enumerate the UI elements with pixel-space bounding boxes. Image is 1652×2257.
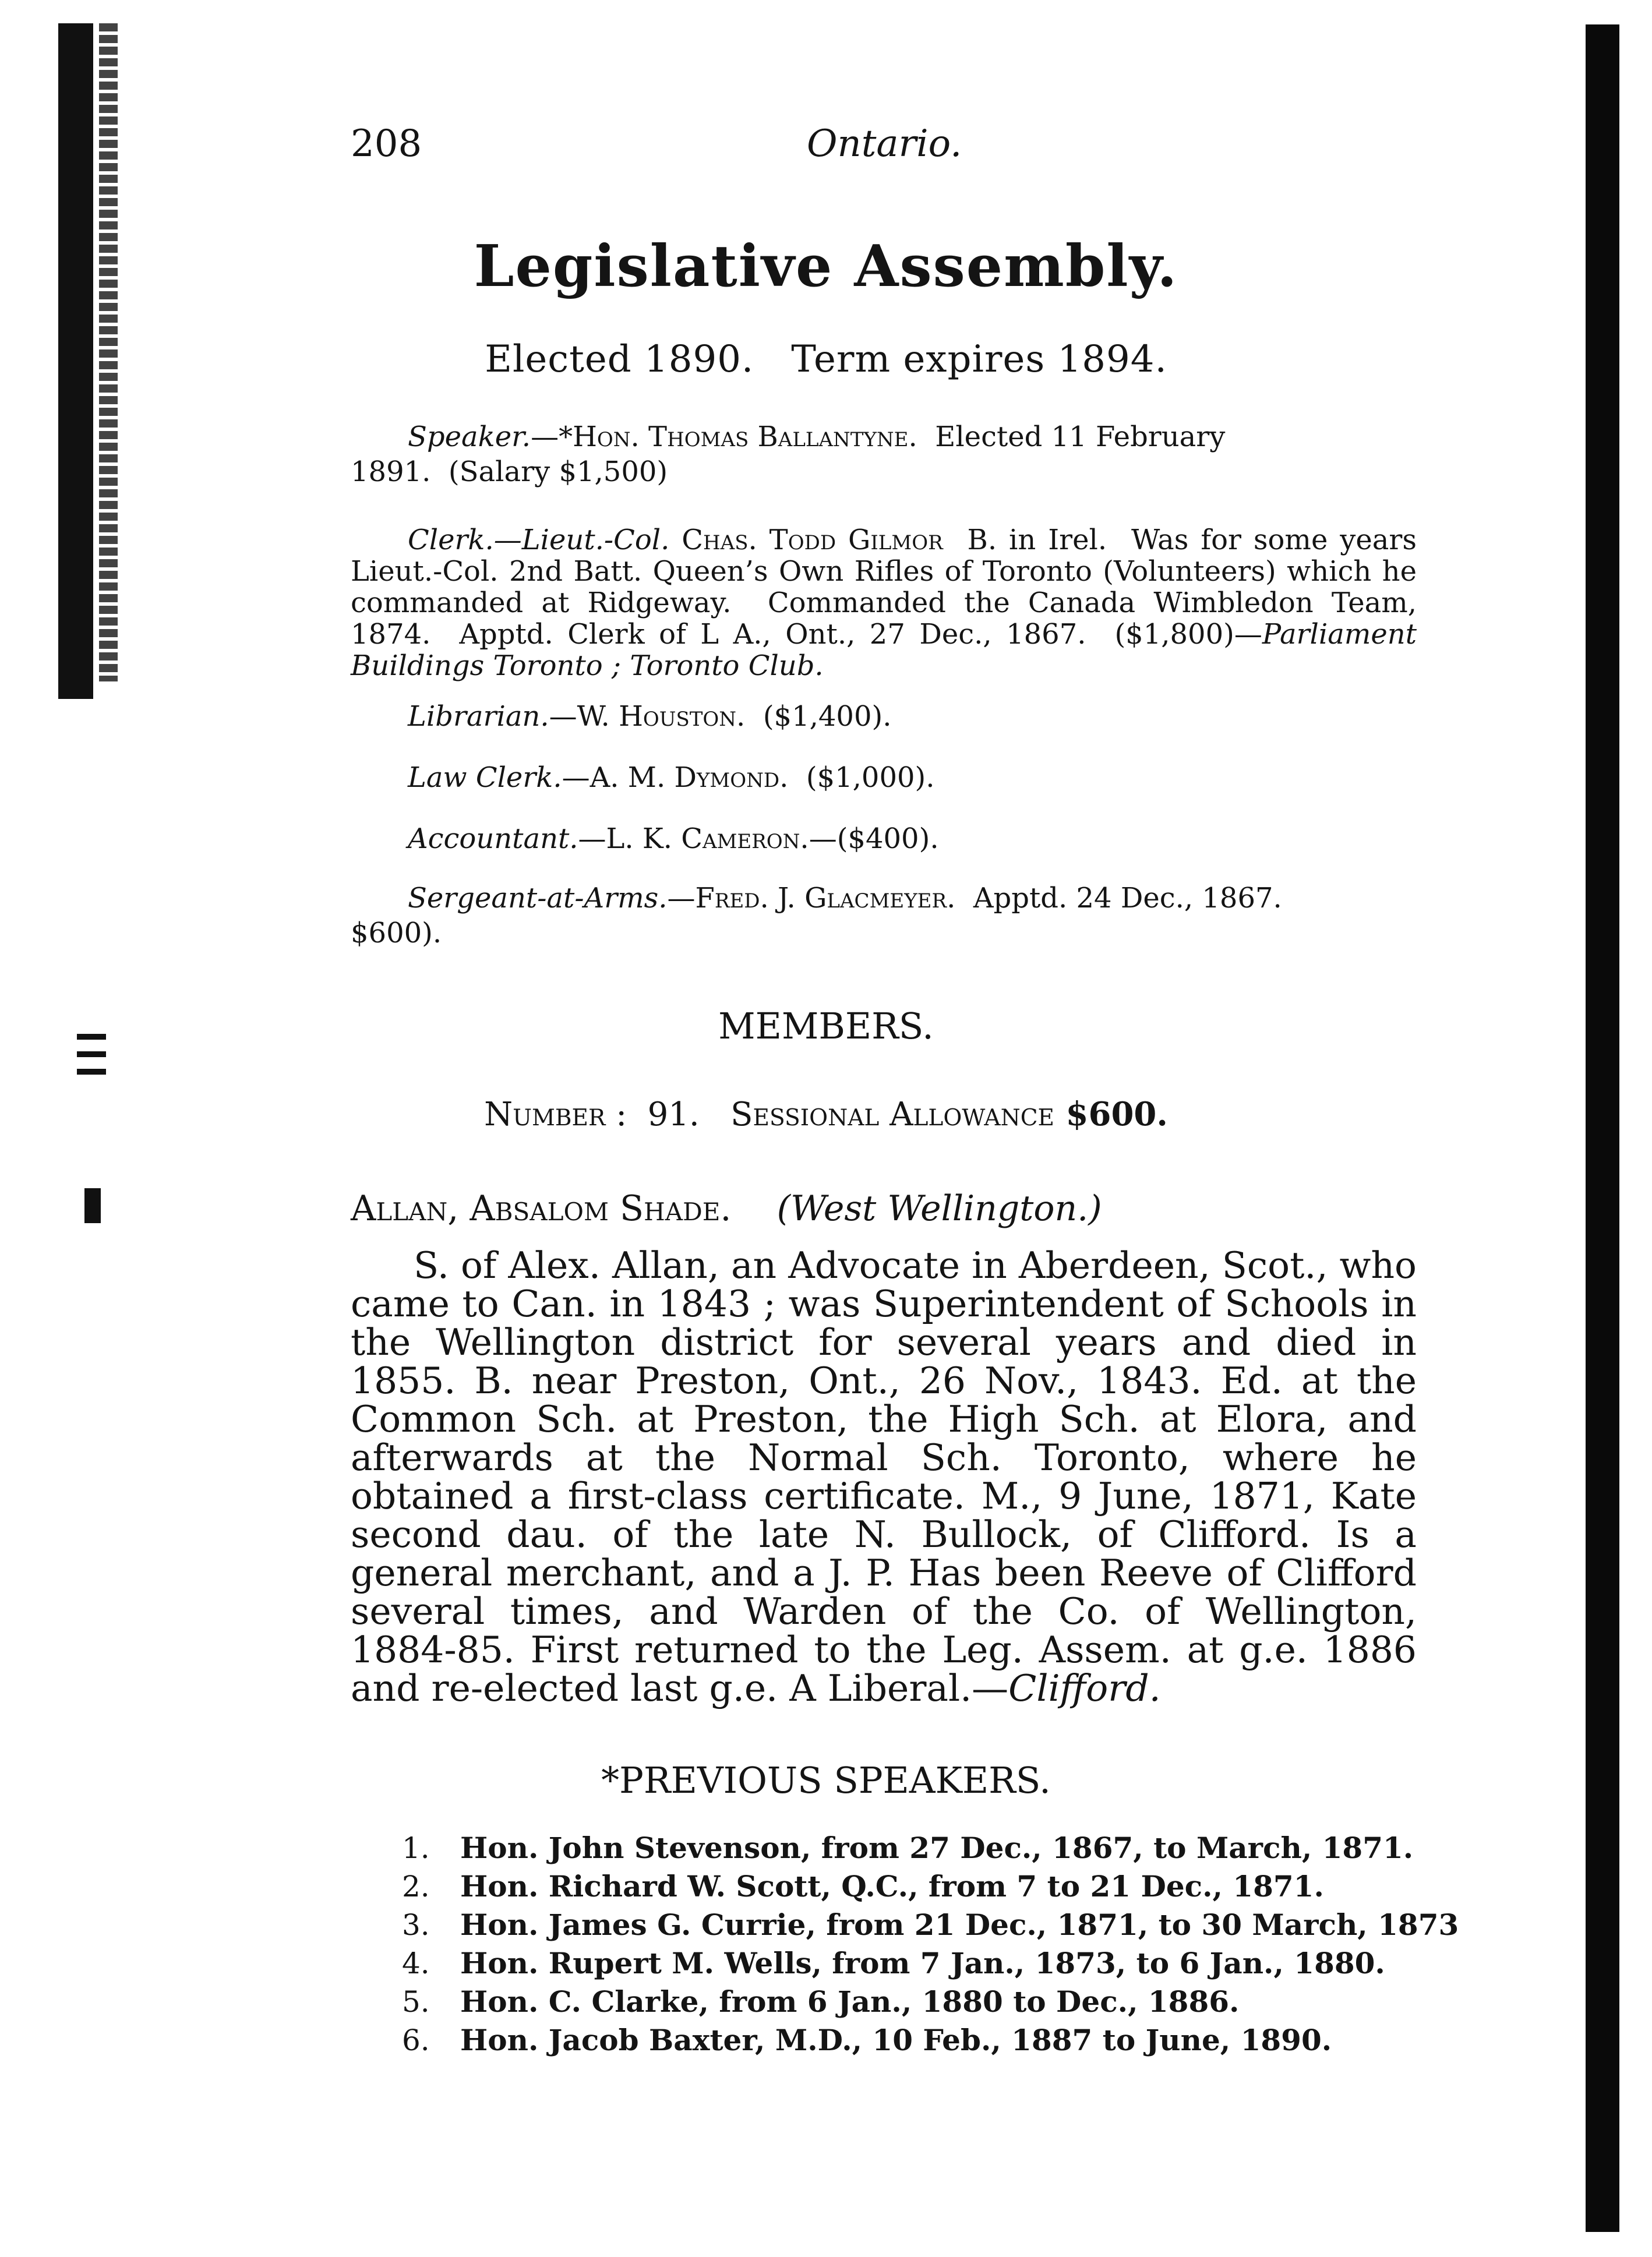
member-bio xyxy=(351,1246,1417,1708)
sergeant-salary xyxy=(351,916,442,951)
list-item-text: Hon. John Stevenson, from 27 Dec., 1867, to March, 1871. xyxy=(460,1831,1414,1865)
list-item-number: 5. xyxy=(402,1985,430,2019)
member-riding: (West Wellington.) xyxy=(776,1188,1102,1229)
member-heading xyxy=(351,1188,1102,1229)
list-item-text: Hon. Jacob Baxter, M.D., 10 Feb., 1887 to June, 1890. xyxy=(460,2023,1332,2057)
clerk-address: Parliament Buildings Toronto ; Toronto Club. xyxy=(351,618,1417,682)
law-clerk-role: Law Clerk. xyxy=(408,761,562,794)
running-title: Ontario. xyxy=(807,122,962,165)
previous-speakers-title: *PREVIOUS SPEAKERS. xyxy=(601,1759,1051,1802)
scan-mark xyxy=(84,1188,101,1223)
number-label: Number : xyxy=(484,1096,627,1133)
list-item xyxy=(402,1867,1450,1906)
clerk-rank: —Lieut.-Col. xyxy=(493,524,670,556)
librarian-name: —W. Houston. xyxy=(549,700,746,733)
member-bio-text: S. of Alex. Allan, an Advocate in Aberdeen, Scot., who came to Can. in 1843 ; was Superintendent of Schools in the Wellington district for several years and died in 1855. B. near Preston, Ont., 26 Nov., 1843. Ed. at the Common Sch. at Preston, the High Sch. at Elora, and afterwards at the Normal Sch. Toronto, where he obtained a first-class certificate. M., 9 June, 1871, Kate second dau. of the late N. Bullock, of Clifford. Is a general merchant, and a J. P. Has been Reeve of Clifford several times, and Warden of the Co. of Wellington, 1884-85. First returned to the Leg. Assem. at g.e. 1886 and re-elected last g.e. A Liberal.— xyxy=(351,1244,1417,1709)
list-item xyxy=(402,1983,1450,2021)
list-item xyxy=(402,1944,1450,1983)
speaker-salary xyxy=(351,454,668,489)
previous-speakers-list xyxy=(402,1829,1459,2060)
scan-mark xyxy=(77,1069,106,1075)
list-item-text: Hon. C. Clarke, from 6 Jan., 1880 to Dec., 1886. xyxy=(460,1984,1240,2019)
clerk-role: Clerk. xyxy=(408,524,494,556)
law-clerk-name: —A. M. Dymond. xyxy=(562,761,789,794)
librarian-salary: ($1,400). xyxy=(745,700,892,733)
speaker-name: —*Hon. Thomas Ballantyne. xyxy=(531,421,917,453)
sergeant-rest: Apptd. 24 Dec., 1867. xyxy=(955,882,1282,914)
clerk-bio: B. in Irel. Was for some years Lieut.-Col. 2nd Batt. Queen’s Own Rifles of Toronto (Volunteers) which he commanded at Ridgeway. Commanded the Canada Wimbledon Team, 1874. Apptd. Clerk of L A., Ont., 27 Dec., 1867. ($1,800)— xyxy=(351,524,1426,651)
law-clerk-line xyxy=(408,760,935,795)
allowance-label: Sessional Allowance xyxy=(730,1096,1055,1133)
speaker-rest: Elected 11 February xyxy=(917,421,1226,453)
list-item-number: 2. xyxy=(402,1870,430,1903)
sergeant-salary-text: $600). xyxy=(351,917,442,949)
librarian-role: Librarian. xyxy=(408,700,549,733)
list-item-number: 3. xyxy=(402,1908,430,1942)
number-value: 91. xyxy=(627,1096,731,1133)
page-number: 208 xyxy=(351,122,422,165)
accountant-name: —L. K. Cameron. xyxy=(578,822,809,855)
allowance-value: $600. xyxy=(1054,1095,1168,1133)
accountant-salary: —($400). xyxy=(809,822,939,855)
member-name: Allan, Absalom Shade. xyxy=(351,1188,732,1229)
list-item-text: Hon. Richard W. Scott, Q.C., from 7 to 21 Dec., 1871. xyxy=(460,1869,1324,1903)
speaker-line xyxy=(408,419,1225,454)
librarian-line xyxy=(408,699,892,734)
member-residence: Clifford. xyxy=(1008,1667,1161,1709)
clerk-entry xyxy=(351,524,1426,682)
speaker-salary-text: 1891. (Salary $1,500) xyxy=(351,455,668,488)
term-text: Elected 1890. Term expires 1894. xyxy=(485,338,1167,381)
term-line xyxy=(0,338,1652,381)
accountant-line xyxy=(408,821,939,856)
section-title: Legislative Assembly. xyxy=(474,233,1178,300)
list-item-text: Hon. James G. Currie, from 21 Dec., 1871, to 30 March, 1873 xyxy=(460,1908,1459,1942)
law-clerk-salary: ($1,000). xyxy=(788,761,935,794)
list-item-number: 6. xyxy=(402,2023,430,2057)
speaker-role: Speaker. xyxy=(408,421,531,453)
list-item xyxy=(402,2021,1450,2060)
sergeant-line xyxy=(408,881,1282,916)
sergeant-role: Sergeant-at-Arms. xyxy=(408,882,668,914)
clerk-name: Chas. Todd Gilmor xyxy=(669,524,943,556)
list-item xyxy=(402,1906,1459,1944)
list-item-number: 1. xyxy=(402,1831,430,1865)
sergeant-name: —Fred. J. Glacmeyer. xyxy=(667,882,956,914)
number-line xyxy=(0,1095,1652,1133)
accountant-role: Accountant. xyxy=(408,822,578,855)
list-item-text: Hon. Rupert M. Wells, from 7 Jan., 1873, to 6 Jan., 1880. xyxy=(460,1946,1385,1980)
members-heading: MEMBERS. xyxy=(718,1005,934,1047)
list-item-number: 4. xyxy=(402,1947,430,1980)
list-item xyxy=(402,1829,1450,1867)
scan-mark xyxy=(77,1051,106,1057)
